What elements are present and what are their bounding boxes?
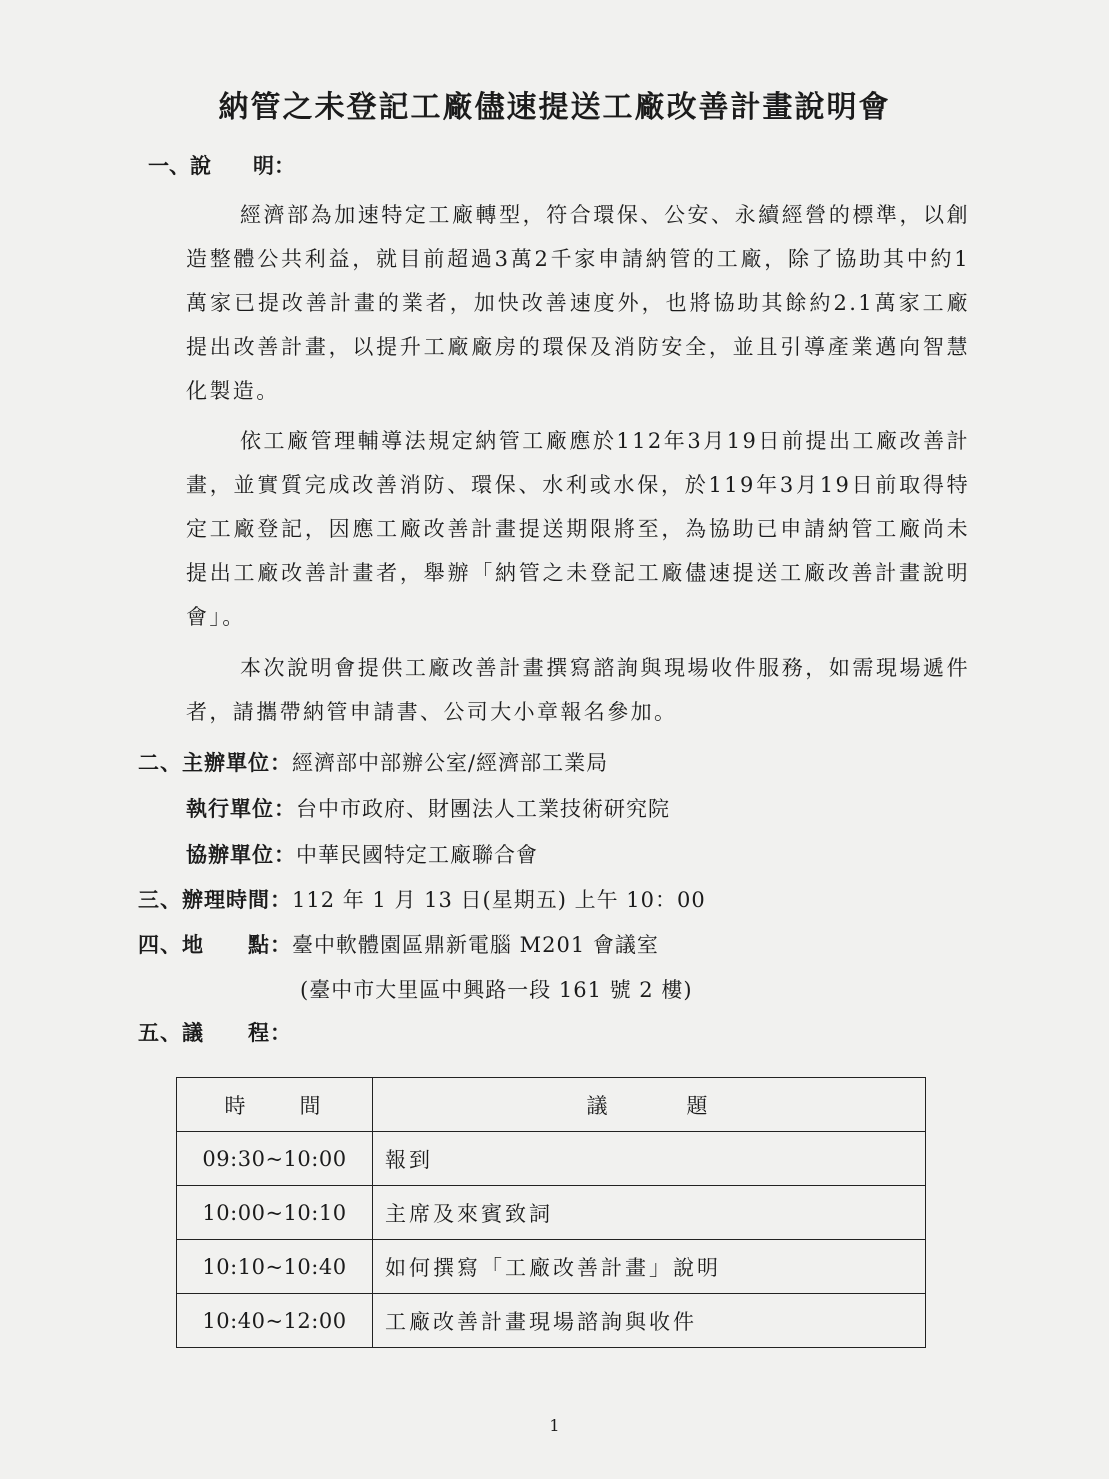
coorganizer-row	[186, 840, 538, 870]
agenda-header-topic: 議 題	[373, 1078, 926, 1132]
agenda-topic: 主席及來賓致詞	[373, 1186, 926, 1240]
organizer-row	[138, 748, 608, 778]
executor-value: 台中市政府、財團法人工業技術研究院	[296, 797, 670, 821]
paragraph-1: 經濟部為加速特定工廠轉型，符合環保、公安、永續經營的標準，以創造整體公共利益，就目前超過3萬2千家申請納管的工廠，除了協助其中約1萬家已提改善計畫的業者，加快改善速度外，也將協助其餘約2.1萬家工廠提出改善計畫，以提升工廠廠房的環保及消防安全，並且引導產業邁向智慧化製造。	[186, 203, 970, 403]
executor-label: 執行單位：	[186, 796, 296, 821]
agenda-heading: 五、議 程：	[138, 1020, 292, 1045]
agenda-time: 10:10~10:40	[177, 1240, 373, 1294]
organizer-value: 經濟部中部辦公室/經濟部工業局	[292, 751, 609, 775]
agenda-topic: 工廠改善計畫現場諮詢與收件	[373, 1294, 926, 1348]
paragraph-3: 本次說明會提供工廠改善計畫撰寫諮詢與現場收件服務，如需現場遞件者，請攜帶納管申請書、公司大小章報名參加。	[186, 656, 970, 724]
table-row	[177, 1132, 926, 1186]
location-value: 臺中軟體園區鼎新電腦 M201 會議室	[292, 933, 659, 957]
location-address: (臺中市大里區中興路一段 161 號 2 樓)	[300, 978, 693, 1002]
page-number: 1	[549, 1416, 560, 1435]
location-row	[138, 930, 659, 960]
section-1-heading: 一、說 明：	[148, 153, 295, 178]
agenda-header-row	[177, 1078, 926, 1132]
agenda-header-time: 時 間	[177, 1078, 373, 1132]
agenda-topic: 如何撰寫「工廠改善計畫」說明	[373, 1240, 926, 1294]
organizer-label: 二、主辦單位：	[138, 750, 292, 775]
time-row	[138, 885, 706, 915]
document-title: 納管之未登記工廠儘速提送工廠改善計畫說明會	[218, 90, 891, 125]
agenda-topic: 報到	[373, 1132, 926, 1186]
agenda-time: 09:30~10:00	[177, 1132, 373, 1186]
time-label: 三、辦理時間：	[138, 887, 292, 912]
time-value: 112 年 1 月 13 日(星期五) 上午 10：00	[292, 888, 706, 912]
table-row	[177, 1240, 926, 1294]
agenda-time: 10:40~12:00	[177, 1294, 373, 1348]
agenda-table	[176, 1077, 926, 1348]
table-row	[177, 1186, 926, 1240]
agenda-time: 10:00~10:10	[177, 1186, 373, 1240]
coorganizer-label: 協辦單位：	[186, 842, 296, 867]
executor-row	[186, 794, 670, 824]
location-label: 四、地 點：	[138, 932, 292, 957]
paragraph-2: 依工廠管理輔導法規定納管工廠應於112年3月19日前提出工廠改善計畫，並實質完成改善消防、環保、水利或水保，於119年3月19日前取得特定工廠登記，因應工廠改善計畫提送期限將至，為協助已申請納管工廠尚未提出工廠改善計畫者，舉辦「納管之未登記工廠儘速提送工廠改善計畫說明會」。	[186, 429, 970, 629]
coorganizer-value: 中華民國特定工廠聯合會	[296, 843, 538, 867]
table-row	[177, 1294, 926, 1348]
